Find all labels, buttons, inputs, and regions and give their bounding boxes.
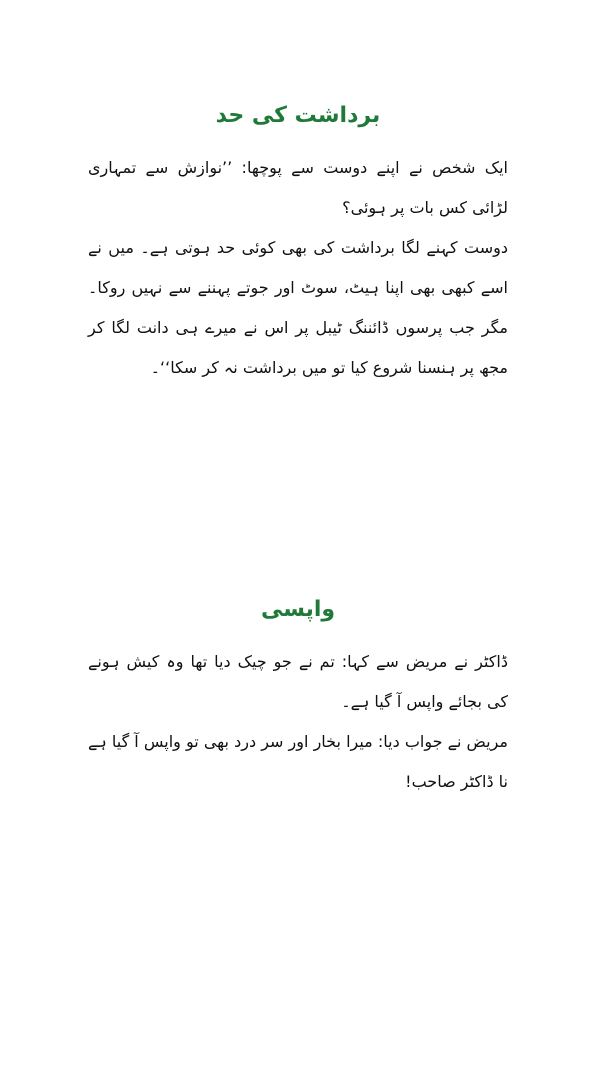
story-paragraph: ایک شخص نے اپنے دوست سے پوچھا: ’’نوازش سے تمہاری لڑائی کس بات پر ہوئی؟ bbox=[88, 158, 508, 217]
story-paragraph: ڈاکٹر نے مریض سے کہا: تم نے جو چیک دیا تھا وہ کیش ہونے کی بجائے واپس آ گیا ہے۔ bbox=[88, 652, 508, 711]
story-paragraph: دوست کہنے لگا برداشت کی بھی کوئی حد ہوتی ہے۔ میں نے اسے کبھی بھی اپنا ہیٹ، سوٹ اور جوتے پہننے سے نہیں روکا۔ مگر جب پرسوں ڈائننگ ٹیبل پر اس نے میرے ہی دانت لگا کر مجھ پر ہنسنا شروع کیا تو میں برداشت نہ کر سکا‘‘۔ bbox=[88, 238, 508, 377]
story-title: برداشت کی حد bbox=[215, 103, 381, 128]
story-paragraph: مریض نے جواب دیا: میرا بخار اور سر درد بھی تو واپس آ گیا ہے نا ڈاکٹر صاحب! bbox=[88, 732, 508, 791]
story-return bbox=[88, 592, 508, 802]
story-tolerance-limit bbox=[88, 98, 508, 388]
story-title: واپسی bbox=[260, 597, 336, 622]
